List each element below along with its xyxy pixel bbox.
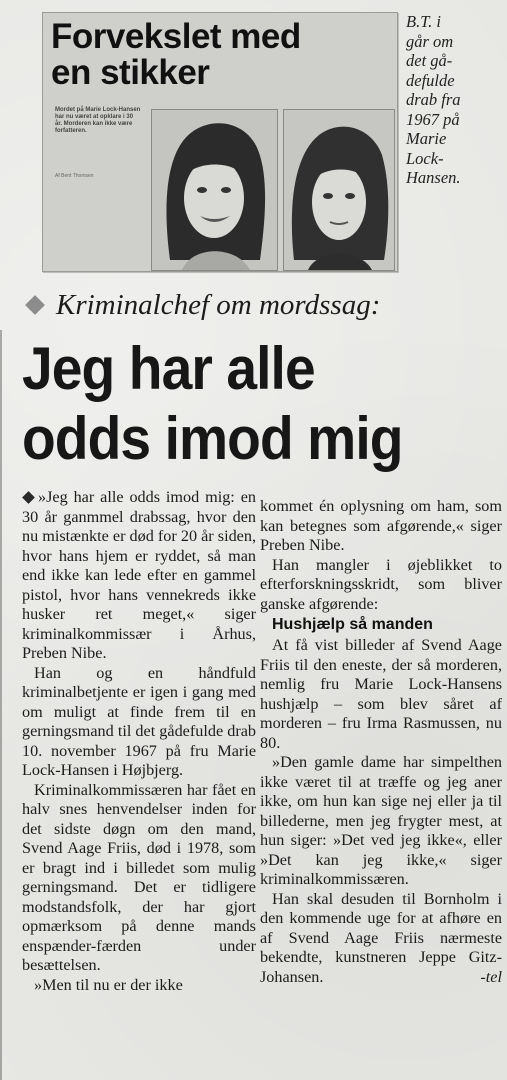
paragraph — [260, 890, 502, 988]
clipping-headline-line2: en stikker — [51, 53, 210, 92]
diamond-bullet-icon — [22, 491, 35, 504]
paragraph-text: Han skal desuden til Bornholm i den kommende uge for at afhøre en af Svend Aage Friis nærmeste bekendte, kunstneren Jeppe Gitz-Johansen. — [260, 889, 502, 986]
clipping-intro: Mordet på Marie Lock-Hansen har nu været at opklare i 30 år. Morderen kan ikke være forfatteren. — [55, 107, 141, 134]
article-column-1 — [22, 488, 256, 995]
clipping-headline — [51, 19, 391, 91]
portrait-photo-woman — [283, 109, 395, 271]
paragraph: At få vist billeder af Svend Aage Friis til den eneste, der så morderen, nemlig fru Marie Lock-Hansens hushjælp – som blev såret af morderen – fru Irma Rasmussen, nu 80. — [260, 636, 502, 752]
kicker-text: Kriminalchef om mordssag: — [56, 289, 381, 321]
column-rule — [0, 330, 2, 1080]
article-column-2 — [260, 497, 502, 987]
paragraph — [22, 488, 256, 664]
paragraph: Han mangler i øjeblikket to efterforskningsskridt, som bliver ganske afgørende: — [260, 555, 502, 613]
paragraph-text: »Jeg har alle odds imod mig: en 30 år ganmmel drabssag, hvor den nu mistænkte er død for 20 år siden, hvor hans hjem er ryddet, så man end ikke kan lede efter en gammel pistol, hvor hans vennekreds ikke husker ret meget,« siger kriminalkommissær i Århus, Preben Nibe. — [22, 488, 256, 662]
paragraph: Han og en håndfuld kriminalbetjente er igen i gang med om muligt at finde frem til en gerningsmand til det gådefulde drab 10. november 1967 på fru Marie Lock-Hansen i Højbjerg. — [22, 663, 256, 779]
portrait-photo-smiling-woman — [151, 109, 278, 271]
kicker-line — [22, 288, 502, 322]
paragraph: »Den gamle dame har simpelthen ikke været til at træffe og jeg aner ikke, om hun kan sige nej eller ja til billederne, men jeg frygter mest, at hun siger: »Det ved jeg ikke«, eller »Det kan jeg ikke,« siger kriminalkommissæren. — [260, 753, 502, 888]
author-signature: -tel — [480, 967, 502, 986]
clipping-byline: Af Bent Thomsen — [55, 173, 94, 179]
diamond-bullet-icon — [25, 295, 45, 315]
paragraph: »Men til nu er der ikke — [34, 975, 183, 994]
article-headline: Jeg har alle odds imod mig — [22, 335, 403, 472]
subheading: Hushjælp så manden — [272, 616, 433, 633]
paragraph: kommet én oplysning om ham, som kan betegnes som afgørende,« siger Preben Nibe. — [260, 497, 502, 554]
inset-clipping — [42, 12, 398, 272]
paragraph: Kriminalkommissæren har fået en halv snes henvendelser inden for det sidste døgn om den mand, Svend Aage Friis, død i 1978, som er bragt ind i billedet som mulig gerningsmand. Det er tidligere modstandsfolk, der har gjort opmærksom på denne mands enspænder-færden under besættelsen. — [22, 780, 256, 974]
photo-caption: B.T. i går om det gå- defulde drab fra 1967 på Marie Lock- Hansen. — [406, 12, 461, 187]
clipping-headline-line1: Forvekslet med — [51, 17, 301, 56]
